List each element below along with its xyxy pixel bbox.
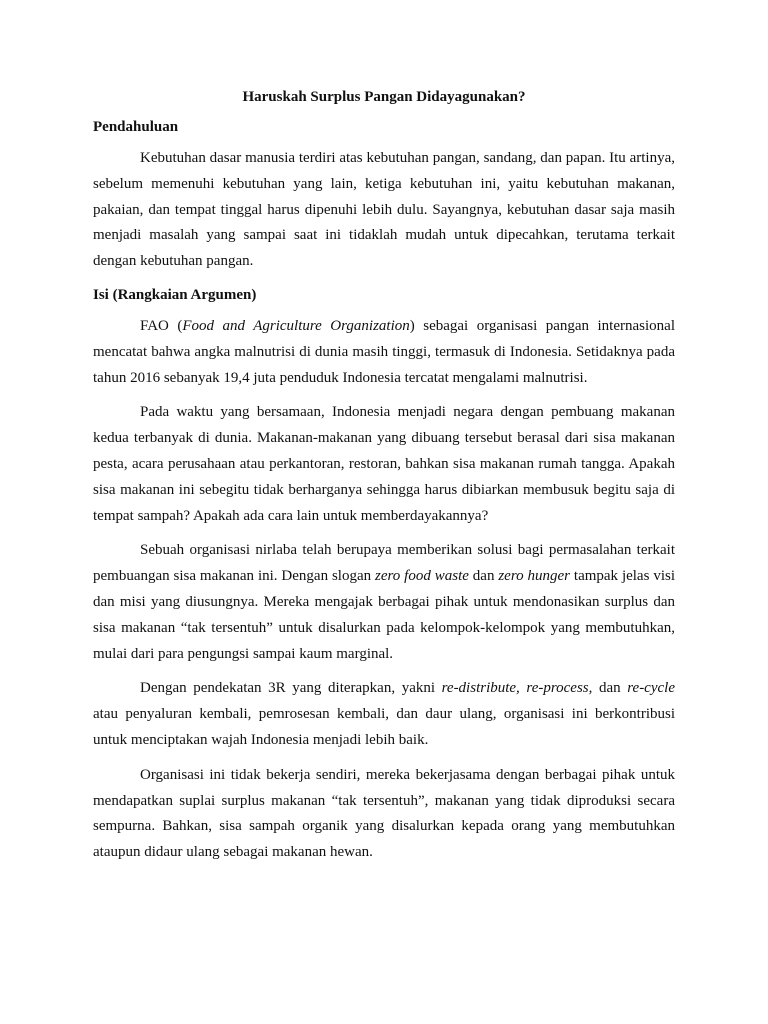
section-pendahuluan (93, 119, 675, 275)
paragraph-text: ) sebagai organisasi pangan internasional mencatat bahwa angka malnutrisi di dunia masih tinggi, termasuk di Indonesia. Setidaknya pada tahun 2016 sebanyak 19,4 juta penduduk Indonesia tercatat mengalami malnutrisi. (93, 317, 675, 386)
section-heading: Pendahuluan (93, 119, 179, 135)
paragraph (93, 314, 675, 391)
paragraph-text: FAO ( (140, 317, 183, 334)
paragraph-text: dan (468, 568, 499, 585)
paragraph-text: Kebutuhan dasar manusia terdiri atas kebutuhan pangan, sandang, dan papan. Itu artinya, sebelum memenuhi kebutuhan yang lain, ketiga kebutuhan ini, yaitu kebutuhan makanan, pakaian, dan tempat tinggal harus dipenuhi lebih dulu. Sayangnya, kebutuhan dasar saja masih menjadi masalah yang sampai saat ini tidaklah mudah untuk dipecahkan, terutama terkait dengan kebutuhan pangan. (93, 150, 675, 270)
paragraph-text: Sebuah organisasi nirlaba telah berupaya memberikan solusi bagi permasalahan terkait pembuangan sisa makanan ini. Dengan slogan (93, 542, 675, 585)
paragraph (93, 763, 675, 866)
document-page (93, 89, 675, 875)
paragraph-text: tampak jelas visi dan misi yang diusungnya. Mereka mengajak berbagai pihak untuk mendonasikan surplus dan sisa makanan “tak tersentuh” untuk disalurkan pada kelompok-kelompok yang membutuhkan, mulai dari para pengungsi sampai kaum marginal. (93, 568, 675, 662)
paragraph (93, 676, 675, 753)
section-heading: Isi (Rangkaian Argumen) (93, 286, 257, 303)
paragraph-text: Dengan pendekatan 3R yang diterapkan, yakni (140, 680, 442, 697)
paragraph (93, 400, 675, 529)
paragraph-text: atau penyaluran kembali, pemrosesan kembali, dan daur ulang, organisasi ini berkontribusi untuk menciptakan wajah Indonesia menjadi lebih baik. (93, 706, 675, 748)
paragraph-italic-text: zero food waste (375, 568, 469, 585)
section-isi (93, 287, 675, 866)
document-title: Haruskah Surplus Pangan Didayagunakan? (242, 89, 526, 105)
paragraph-text: Organisasi ini tidak bekerja sendiri, mereka bekerjasama dengan berbagai pihak untuk mendapatkan suplai surplus makanan “tak tersentuh”, makanan yang tidak diproduksi secara sempurna. Bahkan, sisa sampah organik yang disalurkan kepada orang yang membutuhkan ataupun didaur ulang sebagai makanan hewan. (93, 766, 675, 861)
paragraph-italic-text: re-distribute, re-process, (441, 680, 593, 697)
paragraph-text: Pada waktu yang bersamaan, Indonesia menjadi negara dengan pembuang makanan kedua terbanyak di dunia. Makanan-makanan yang dibuang tersebut berasal dari sisa makanan pesta, acara perusahaan atau perkantoran, restoran, bahkan sisa makanan rumah tangga. Apakah sisa makanan ini sebegitu tidak berharganya sehingga harus dibiarkan membusuk begitu saja di tempat sampah? Apakah ada cara lain untuk memberdayakannya? (93, 404, 675, 524)
paragraph-italic-text: re-cycle (627, 680, 675, 697)
paragraph (93, 146, 675, 275)
paragraph (93, 538, 675, 667)
paragraph-text: dan (592, 680, 628, 697)
paragraph-italic-text: zero hunger (498, 568, 571, 585)
paragraph-italic-text: Food and Agriculture Organization (182, 317, 410, 334)
